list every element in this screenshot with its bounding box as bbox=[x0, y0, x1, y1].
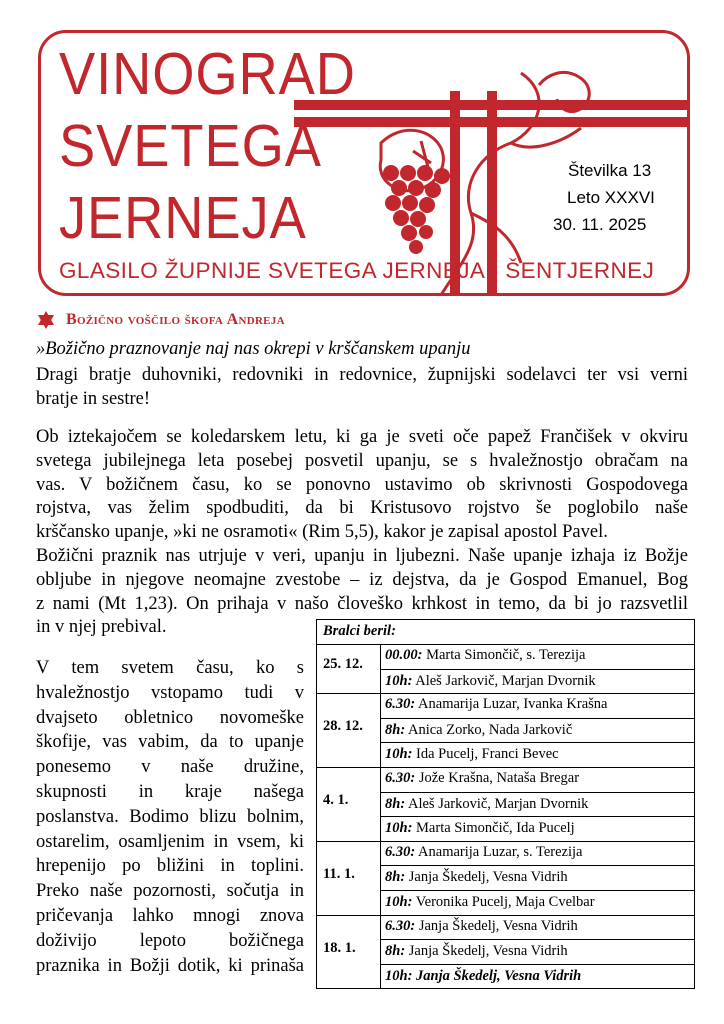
text-line: Ob iztekajočem se koledarskem letu, ki ga je sveti oče papež Frančišek v okviru bbox=[36, 427, 688, 447]
reader-names: Aleš Jarkovič, Marjan Dvornik bbox=[407, 795, 589, 812]
text-line: poslanstva. Bodimo blizu bolnim, bbox=[36, 806, 304, 827]
reading-time: 10h: bbox=[385, 894, 413, 910]
text-line: pričevanja lahko mnogi znova bbox=[36, 905, 304, 926]
reader-names: Janja Škedelj, Vesna Vidrih bbox=[408, 869, 568, 886]
table-row bbox=[381, 644, 695, 669]
article-title: Božično voščilo škofa Andreja bbox=[66, 311, 285, 328]
table-row bbox=[381, 890, 695, 915]
table-row bbox=[381, 964, 695, 989]
reader-names: Anica Zorko, Nada Jarkovič bbox=[407, 721, 573, 738]
table-row bbox=[381, 669, 695, 694]
text-line: hvaležnostjo vstopamo tudi v bbox=[36, 682, 304, 703]
text-line: svetega jubilejnega leta posebej posvetil upanju, se s hvaležnostjo obračam na bbox=[36, 450, 688, 471]
reader-names: Veronika Pucelj, Maja Cvelbar bbox=[415, 894, 595, 910]
text-line: V tem svetem času, ko s bbox=[36, 658, 304, 678]
reading-time: 6.30: bbox=[385, 696, 416, 713]
reading-time: 6.30: bbox=[385, 770, 416, 786]
table-row bbox=[381, 939, 695, 964]
reading-date: 11. 1. bbox=[323, 866, 355, 882]
reader-names: Aleš Jarkovič, Marjan Dvornik bbox=[415, 672, 596, 689]
reading-date: 25. 12. bbox=[323, 656, 363, 672]
reading-date: 4. 1. bbox=[323, 792, 349, 808]
text-line: skupnosti in kraje našega bbox=[36, 781, 304, 802]
text-line: rojstva, vas želim spodbuditi, da bi Kristusovo rojstvo še poglobilo naše bbox=[36, 498, 688, 519]
issue-date: 30. 11. 2025 bbox=[553, 215, 647, 234]
masthead-title-line2: SVETEGA bbox=[59, 113, 322, 179]
text-line: Preko naše pozornosti, sočutja in bbox=[36, 881, 304, 902]
text-line: Dragi bratje duhovniki, redovniki in redovnice, župnijski sodelavci ter vsi verni bbox=[36, 365, 688, 385]
table-row bbox=[381, 841, 695, 866]
reading-time: 10h: bbox=[385, 746, 413, 763]
masthead-title-line3: JERNEJA bbox=[59, 185, 307, 251]
reader-names: Marta Simončič, s. Terezija bbox=[426, 647, 586, 663]
reader-names: Anamarija Luzar, Ivanka Krašna bbox=[418, 696, 608, 713]
table-row bbox=[381, 718, 695, 743]
reader-names: Janja Škedelj, Vesna Vidrih bbox=[408, 943, 568, 960]
table-row bbox=[381, 742, 695, 767]
reading-time: 00.00: bbox=[385, 647, 423, 663]
reader-names: Janja Škedelj, Vesna Vidrih bbox=[418, 917, 578, 934]
text-line: ponesemo v naše družine, bbox=[36, 757, 304, 778]
text-line: bratje in sestre! bbox=[36, 388, 151, 409]
reading-time: 8h: bbox=[385, 795, 406, 812]
masthead-title-line1: VINOGRAD bbox=[59, 41, 356, 107]
reading-time: 8h: bbox=[385, 943, 406, 960]
article-quote: »Božično praznovanje naj nas okrepi v krščanskem upanju bbox=[36, 339, 471, 359]
issue-year: Leto XXXVI bbox=[567, 188, 655, 207]
text-line: doživijo lepoto božičnega bbox=[36, 930, 304, 951]
text-line: ostarelim, osamljenim in vsem, ki bbox=[36, 831, 304, 852]
grapes-icon bbox=[383, 165, 450, 254]
paragraph-body bbox=[36, 426, 688, 640]
reading-time: 8h: bbox=[385, 721, 406, 738]
text-line: obljube in njegove neomajne zvestobe – iz dejstva, da je Gospod Emanuel, Bog bbox=[36, 569, 688, 590]
table-row bbox=[381, 693, 695, 718]
masthead bbox=[38, 30, 690, 296]
table-row bbox=[381, 767, 695, 792]
text-line: dvajseto obletnico novomeške bbox=[36, 707, 304, 728]
reading-date: 28. 12. bbox=[323, 718, 363, 734]
text-line: vas. V božičnem času, ko se ponovno ustavimo ob skrivnosti Gospodovega bbox=[36, 474, 688, 495]
paragraph-column bbox=[36, 656, 304, 978]
star-of-david-icon bbox=[36, 310, 56, 330]
reader-names: Anamarija Luzar, s. Terezija bbox=[418, 843, 583, 860]
text-line: hrepenijo po bližini in toplini. bbox=[36, 856, 304, 877]
table-row bbox=[381, 816, 695, 841]
paragraph-greeting bbox=[36, 364, 688, 412]
readers-table-title: Bralci beril: bbox=[323, 623, 396, 639]
reading-time: 10h: bbox=[385, 672, 413, 689]
text-line: krščansko upanje, »ki ne osramoti« (Rim 5,5), kakor je zapisal apostol Pavel. bbox=[36, 522, 608, 543]
reading-date: 18. 1. bbox=[323, 940, 356, 956]
reader-names: Jože Krašna, Nataša Bregar bbox=[418, 770, 580, 786]
text-line: in v njej prebival. bbox=[36, 617, 167, 638]
text-line: praznika in Božji dotik, ki prinaša bbox=[36, 955, 304, 976]
table-row bbox=[381, 792, 695, 817]
reader-names: Marta Simončič, Ida Pucelj bbox=[416, 820, 575, 837]
masthead-subtitle: GLASILO ŽUPNIJE SVETEGA JERNEJA - ŠENTJERNEJ bbox=[59, 258, 655, 283]
issue-number: Številka 13 bbox=[568, 161, 652, 180]
reading-time: 10h: bbox=[385, 820, 413, 837]
reading-time: 6.30: bbox=[385, 843, 416, 860]
reading-time: 8h: bbox=[385, 869, 406, 886]
text-line: z nami (Mt 1,23). On prihaja v našo človeško krhkost in temo, da bi jo razsvetlil bbox=[36, 593, 688, 614]
reader-names: Janja Škedelj, Vesna Vidrih bbox=[416, 967, 582, 984]
reading-time: 6.30: bbox=[385, 917, 416, 934]
table-row bbox=[381, 865, 695, 890]
text-line: škofije, vas vabim, da to upanje bbox=[36, 732, 304, 753]
readers-table bbox=[316, 619, 695, 989]
reading-time: 10h: bbox=[385, 967, 413, 984]
text-line: Božični praznik nas utrjuje v veri, upanju in ljubezni. Naše upanje izhaja iz Božje bbox=[36, 545, 688, 566]
table-row bbox=[381, 915, 695, 940]
reader-names: Ida Pucelj, Franci Bevec bbox=[416, 746, 559, 763]
